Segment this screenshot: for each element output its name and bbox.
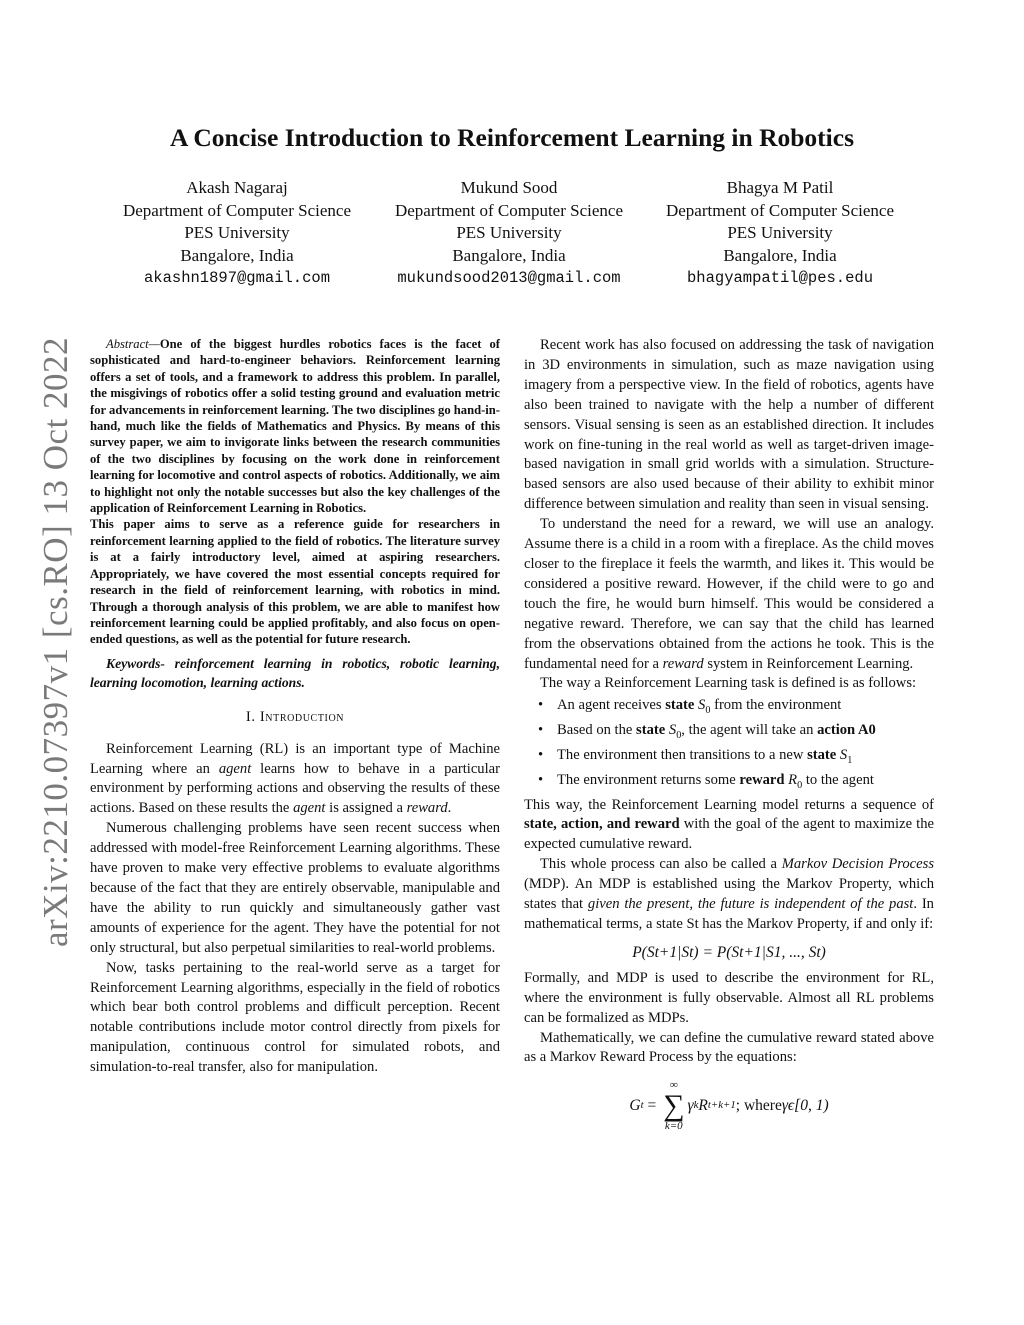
author-name: Akash Nagaraj [186,178,288,197]
arxiv-stamp: arXiv:2210.07397v1 [cs.RO] 13 Oct 2022 [36,336,75,948]
body-paragraph: This way, the Reinforcement Learning model returns a sequence of state, action, and reward with the goal of the agent to maximize the expected cumulative reward. [524,796,935,853]
author-block [97,177,377,290]
markov-property-equation: P(St+1|St) = P(St+1|S1, ..., St) [632,943,826,961]
abstract-paragraph: This paper aims to serve as a reference guide for researchers in reinforcement learning applied to the field of robotics. The literature survey is at a fairly introductory level, aimed at aspiring researchers. Appropriately, we have covered the most essential concepts required for research in the field of reinforcement learning, with robotics in mind. Through a thorough analysis of this problem, we are able to manifest how reinforcement learning could be applied profitably, and also focus on open-ended questions, as well as the potential for future research. [90,517,500,647]
author-city: Bangalore, India [723,245,837,265]
keywords: Keywords- reinforcement learning in robotics, robotic learning, learning locomotion, learning actions. [90,655,500,690]
author-dept: Department of Computer Science [122,200,351,220]
body-paragraph: Reinforcement Learning (RL) is an important type of Machine Learning where an agent learns how to behave in a particular environment by performing actions and observing the results of these actions. Based on these results the agent is assigned a reward. [90,740,501,817]
body-paragraph: The way a Reinforcement Learning task is defined is as follows: [540,675,917,692]
author-dept: Department of Computer Science [394,200,623,220]
author-univ: PES University [184,223,290,242]
author-dept: Department of Computer Science [665,200,894,220]
author-name: Mukund Sood [460,178,558,197]
body-paragraph: Now, tasks pertaining to the real-world serve as a target for Reinforcement Learning algorithms, especially in the field of robotics which bear both control problems and difficult perception. Recent notable contributions include motor control directly from pixels for manipulation, continuous control for simulated robots, and simulation-to-real transfer, also for manipulation. [90,959,500,1076]
reward-equation: G t = ∞ ∑ k=0 γ k R t+k+1 ; where γϵ[0, 1) [629,1079,829,1133]
abstract [90,336,500,516]
author-name: Bhagya M Patil [726,178,834,197]
body-paragraph: To understand the need for a reward, we will use an analogy. Assume there is a child in a room with a fireplace. As the child moves closer to the fireplace it feels the warmth, and likes it. This would be considered a positive reward. However, if the child were to go and touch the fire, he would burn himself. This would be considered a negative reward. Therefore, we can say that the child has learned from the observations obtained from the actions he took. This is the fundamental need for a reward system in Reinforcement Learning. [524,516,934,672]
author-block [369,177,649,290]
paper-title: A Concise Introduction to Reinforcement Learning in Robotics [169,123,854,152]
section-heading: I. Introduction [245,708,345,725]
author-email: bhagyampatil@pes.edu [686,269,874,287]
author-univ: PES University [456,223,562,242]
list-item: • The environment then transitions to a new state $S_1$ [557,746,934,771]
list-item: • Based on the state $S_0$, the agent will take an action A0 [557,721,934,746]
list-item: • The environment returns some reward $R_0$ to the agent [557,771,934,796]
list-item: • An agent receives state $S_0$ from the environment [557,696,934,721]
left-column [90,336,500,1078]
body-paragraph: Mathematically, we can define the cumulative reward stated above as a Markov Reward Process by the equations: [524,1029,934,1066]
author-univ: PES University [727,223,833,242]
author-block [640,177,920,290]
author-city: Bangalore, India [180,245,294,265]
body-paragraph: Formally, and MDP is used to describe the environment for RL, where the environment is fully observable. Almost all RL problems can be formalized as MDPs. [524,969,934,1026]
body-paragraph: This whole process can also be called a Markov Decision Process (MDP). An MDP is established using the Markov Property, which states that given the present, the future is independent of the past. In mathematical terms, a state St has the Markov Property, if and only if: [524,856,934,932]
body-paragraph: Recent work has also focused on addressing the task of navigation in 3D environments in simulation, such as maze navigation using imagery from a perspective view. In the field of robotics, agents have also been trained to navigate with the help a number of different sensors. Visual sensing is seen as an established direction. It includes work on fine-tuning in the real world as well as target-driven image-based navigation in small grid worlds with a simulation. Structure-based sensors are also used because of their ability to exhibit minor difference between simulation and reality than seen in visual sensing. [524,337,934,513]
author-email: akashn1897@gmail.com [143,269,331,287]
right-column [524,336,934,1132]
rl-steps-list [524,696,934,795]
abstract-text: One of the biggest hurdles robotics faces is the facet of sophisticated and hard-to-engineer behaviors. Reinforcement learning offers a set of tools, and a framework to address this problem. In parallel, the misgivings of robotics offer a solid testing ground and evaluation metric for advancements in reinforcement learning. The two disciplines go hand-in-hand, much like the fields of Mathematics and Physics. By means of this survey paper, we aim to invigorate links between the research communities of the two disciplines by focusing on the work done in reinforcement learning for locomotive and control aspects of robotics. Additionally, we aim to highlight not only the notable successes but also the key challenges of the application of Reinforcement Learning in Robotics. [90,337,500,516]
summation-symbol: ∞ ∑ k=0 [663,1079,685,1133]
body-paragraph: Numerous challenging problems have seen recent success when addressed with model-free Reinforcement Learning algorithms. These have proven to make very effective problems to evaluate algorithms because of the fact that they are entirely observable, manipulable and have the ability to run quickly and simultaneously gather vast amounts of experience for the agent. They have the potential for not only structural, but also perpetual similarities to real-world problems. [90,820,500,956]
author-city: Bangalore, India [452,245,566,265]
author-email: mukundsood2013@gmail.com [397,269,621,287]
abstract-label: Abstract— [106,337,160,351]
